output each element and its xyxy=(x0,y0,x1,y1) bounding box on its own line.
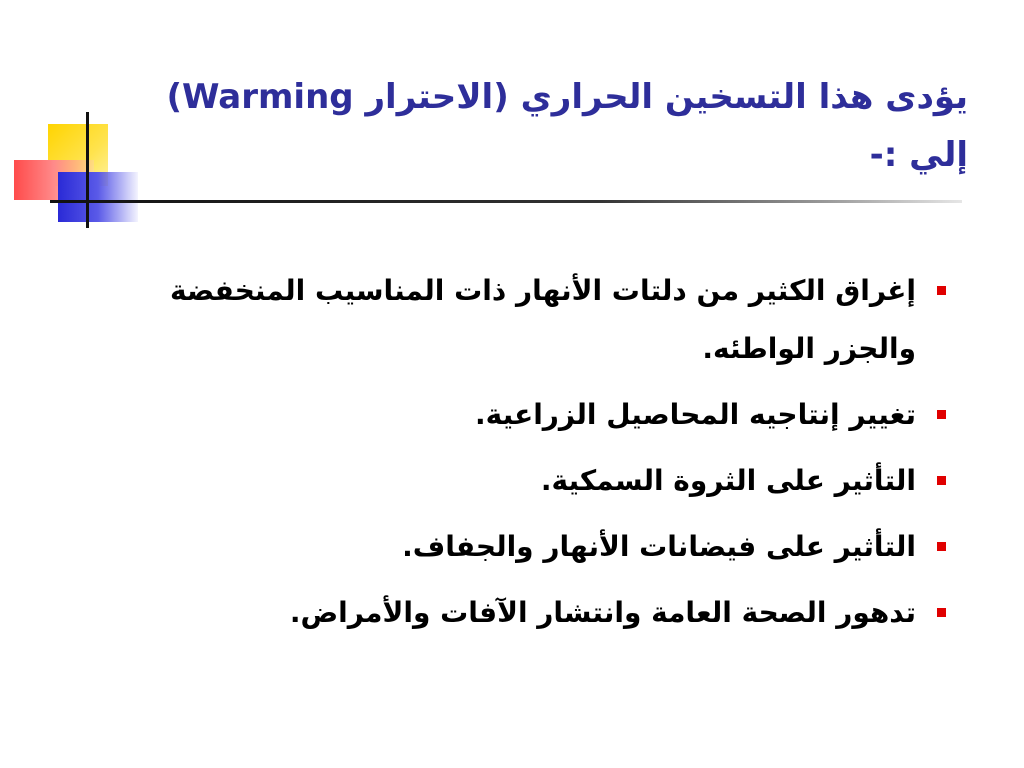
bullet-item xyxy=(120,584,950,642)
bullet-text: تغيير إنتاجيه المحاصيل الزراعية. xyxy=(475,398,916,431)
bullet-text: التأثير على الثروة السمكية. xyxy=(540,464,916,497)
decorative-blue-square xyxy=(58,172,138,222)
bullet-item xyxy=(120,452,950,510)
square-bullet-icon xyxy=(937,286,946,295)
title-underline xyxy=(50,200,962,203)
square-bullet-icon xyxy=(937,410,946,419)
decorative-vertical-line xyxy=(86,112,89,228)
bullet-item xyxy=(120,518,950,576)
bullet-item xyxy=(120,262,950,378)
bullet-text: إغراق الكثير من دلتات الأنهار ذات المناسيب المنخفضة والجزر الواطئه. xyxy=(169,274,916,365)
bullet-item xyxy=(120,386,950,444)
bullet-text: التأثير على فيضانات الأنهار والجفاف. xyxy=(402,530,916,563)
square-bullet-icon xyxy=(937,608,946,617)
slide-title: يؤدى هذا التسخين الحراري (الاحترار Warming) إلي :- xyxy=(166,77,968,175)
bullet-text: تدهور الصحة العامة وانتشار الآفات والأمراض. xyxy=(289,596,916,629)
square-bullet-icon xyxy=(937,476,946,485)
square-bullet-icon xyxy=(937,542,946,551)
bullet-list xyxy=(120,262,950,642)
